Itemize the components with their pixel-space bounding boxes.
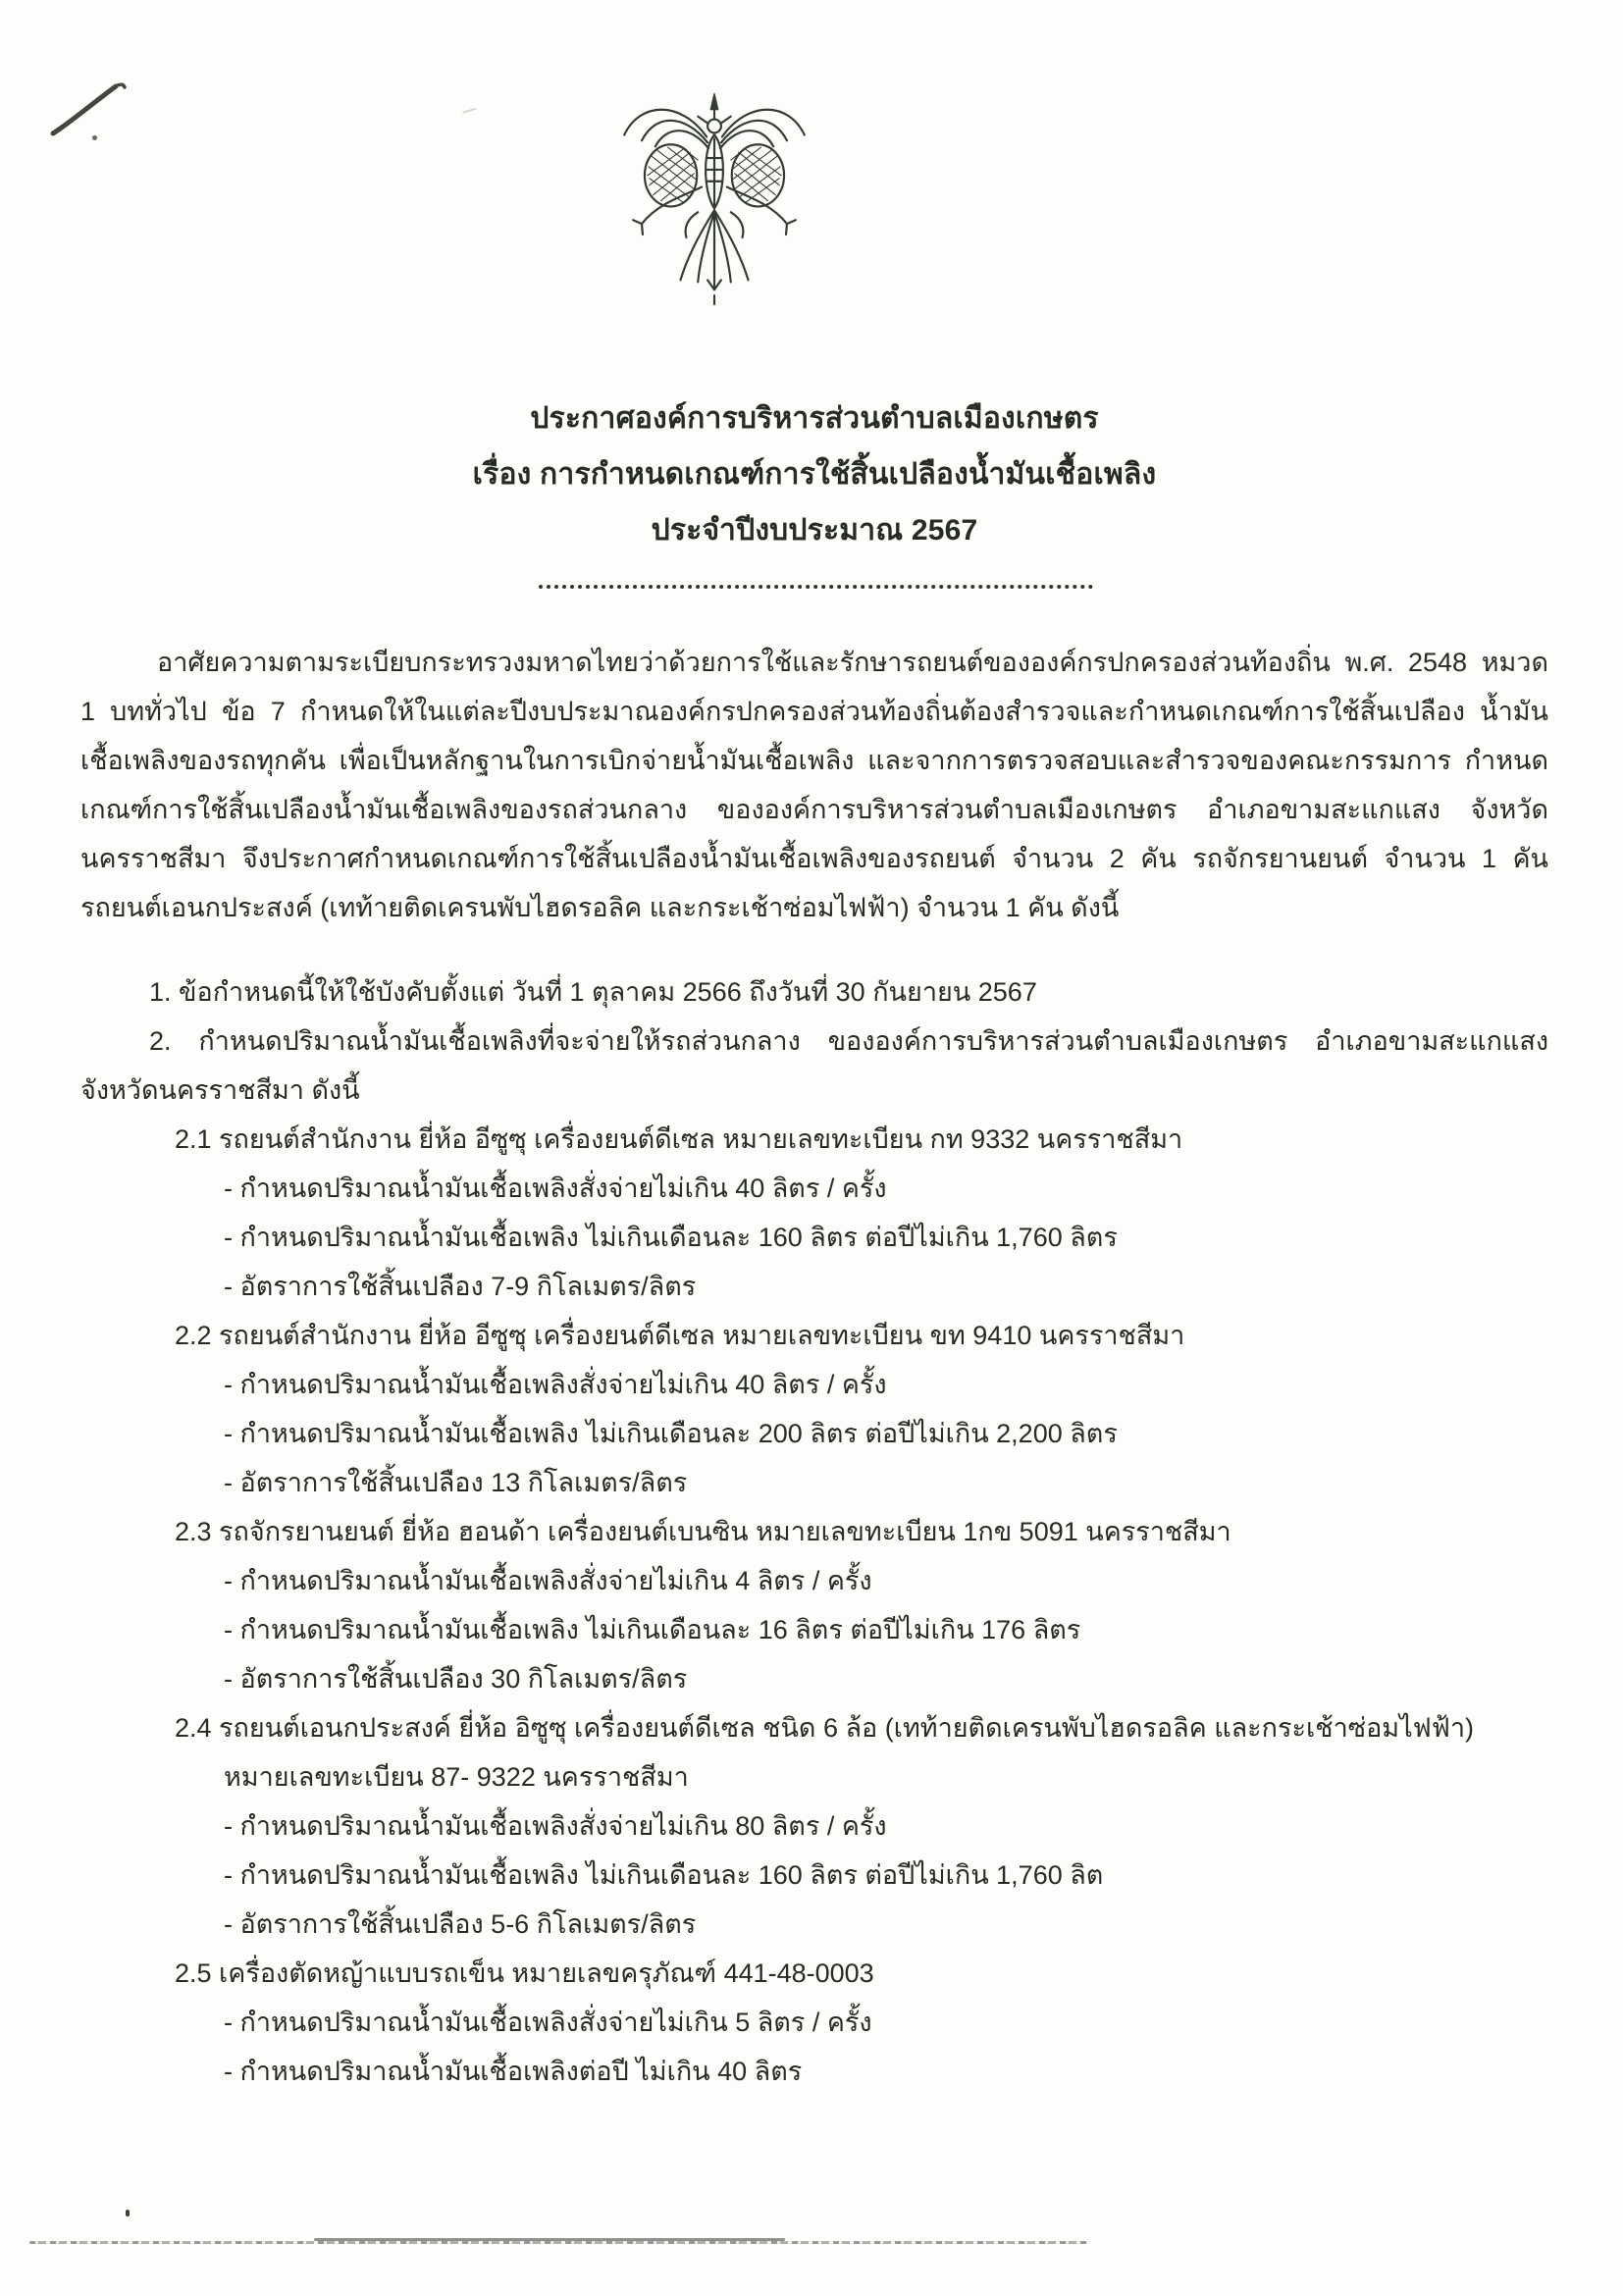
vehicle-heading: 2.1 รถยนต์สำนักงาน ยี่ห้อ อีซูซุ เครื่องยนต์ดีเซล หมายเลขทะเบียน กท 9332 นครราชสีมา bbox=[175, 1124, 1183, 1154]
vehicle-detail-line: - กำหนดปริมาณน้ำมันเชื้อเพลิงสั่งจ่ายไม่เกิน 4 ลิตร / ครั้ง bbox=[224, 1566, 872, 1595]
vehicle-item-2-3 bbox=[80, 1507, 1548, 1703]
title-line-3: ประจำปีงบประมาณ 2567 bbox=[651, 514, 978, 547]
dotted-divider bbox=[539, 585, 1093, 589]
vehicle-detail-line: - กำหนดปริมาณน้ำมันเชื้อเพลิง ไม่เกินเดือนละ 200 ลิตร ต่อปีไม่เกิน 2,200 ลิตร bbox=[224, 1419, 1118, 1448]
intro-paragraph: อาศัยความตามระเบียบกระทรวงมหาดไทยว่าด้วยการใช้และรักษารถยนต์ขององค์กรปกครองส่วนท้องถิ่น พ.ศ. 2548 หมวด 1 บททั่วไป ข้อ 7 กำหนดให้ในแต่ละปีงบประมาณองค์กรปกครองส่วนท้องถิ่นต้องสำรวจและกำหนดเกณฑ์การใช้สิ้นเปลือง น้ำมันเชื้อเพลิงของรถทุกคัน เพื่อเป็นหลักฐานในการเบิกจ่ายน้ำมันเชื้อเพลิง และจากการตรวจสอบและสำรวจของคณะกรรมการ กำหนดเกณฑ์การใช้สิ้นเปลืองน้ำมันเชื้อเพลิงของรถส่วนกลาง ขององค์การบริหารส่วนตำบลเมืองเกษตร อำเภอขามสะแกแสง จังหวัดนครราชสีมา จึงประกาศกำหนดเกณฑ์การใช้สิ้นเปลืองน้ำมันเชื้อเพลิงของรถยนต์ จำนวน 2 คัน รถจักรยานยนต์ จำนวน 1 คัน รถยนต์เอนกประสงค์ (เทท้ายติดเครนพับไฮดรอลิค และกระเช้าซ่อมไฟฟ้า) จำนวน 1 คัน ดังนี้ bbox=[80, 648, 1548, 922]
title-line-2: เรื่อง การกำหนดเกณฑ์การใช้สิ้นเปลืองน้ำมันเชื้อเพลิง bbox=[472, 458, 1157, 491]
vehicle-detail-line: - กำหนดปริมาณน้ำมันเชื้อเพลิงสั่งจ่ายไม่เกิน 40 ลิตร / ครั้ง bbox=[224, 1370, 887, 1399]
vehicle-item-2-4 bbox=[80, 1703, 1548, 1949]
vehicle-heading: 2.5 เครื่องตัดหญ้าแบบรถเข็น หมายเลขครุภัณฑ์ 441-48-0003 bbox=[175, 1958, 874, 1988]
faint-speck bbox=[460, 100, 476, 114]
vehicle-detail-line: - กำหนดปริมาณน้ำมันเชื้อเพลิงสั่งจ่ายไม่เกิน 5 ลิตร / ครั้ง bbox=[224, 2008, 872, 2037]
pen-stroke-mark bbox=[47, 77, 130, 146]
scan-artifact-line bbox=[314, 2238, 785, 2241]
vehicle-detail-line: - กำหนดปริมาณน้ำมันเชื้อเพลิงต่อปี ไม่เกิน 40 ลิตร bbox=[224, 2057, 803, 2086]
title-line-1: ประกาศองค์การบริหารส่วนตำบลเมืองเกษตร bbox=[530, 402, 1099, 435]
vehicle-item-2-5 bbox=[80, 1949, 1548, 2096]
vehicle-detail-line: - อัตราการใช้สิ้นเปลือง 7-9 กิโลเมตร/ลิตร bbox=[224, 1272, 697, 1301]
clause-2: 2. กำหนดปริมาณน้ำมันเชื้อเพลิงที่จะจ่ายให้รถส่วนกลาง ขององค์การบริหารส่วนตำบลเมืองเกษตร อำเภอขามสะแกแสง จังหวัดนครราชสีมา ดังนี้ bbox=[80, 1026, 1548, 1105]
vehicle-detail-line: - อัตราการใช้สิ้นเปลือง 13 กิโลเมตร/ลิตร bbox=[224, 1468, 688, 1497]
vehicle-item-2-2 bbox=[80, 1311, 1548, 1507]
vehicle-detail-line: - กำหนดปริมาณน้ำมันเชื้อเพลิงสั่งจ่ายไม่เกิน 80 ลิตร / ครั้ง bbox=[224, 1811, 887, 1841]
ink-dot bbox=[126, 2210, 130, 2217]
ink-dot bbox=[92, 135, 97, 140]
vehicle-heading: 2.3 รถจักรยานยนต์ ยี่ห้อ ฮอนด้า เครื่องยนต์เบนซิน หมายเลขทะเบียน 1กข 5091 นครราชสีมา bbox=[175, 1517, 1231, 1546]
vehicle-detail-line: - กำหนดปริมาณน้ำมันเชื้อเพลิง ไม่เกินเดือนละ 160 ลิตร ต่อปีไม่เกิน 1,760 ลิต bbox=[224, 1860, 1104, 1890]
vehicle-detail-line: - กำหนดปริมาณน้ำมันเชื้อเพลิงสั่งจ่ายไม่เกิน 40 ลิตร / ครั้ง bbox=[224, 1174, 887, 1203]
document-body bbox=[80, 638, 1548, 2096]
vehicle-detail-line: - อัตราการใช้สิ้นเปลือง 30 กิโลเมตร/ลิตร bbox=[224, 1664, 688, 1694]
vehicle-item-2-1 bbox=[80, 1115, 1548, 1311]
scan-artifact-line bbox=[29, 2241, 1087, 2244]
vehicle-heading: 2.4 รถยนต์เอนกประสงค์ ยี่ห้อ อิซูซุ เครื่องยนต์ดีเซล ชนิด 6 ล้อ (เทท้ายติดเครนพับไฮดรอลิค และกระเช้าซ่อมไฟฟ้า) หมายเลขทะเบียน 87- 9322 นครราชสีมา bbox=[175, 1713, 1475, 1792]
vehicle-detail-line: - กำหนดปริมาณน้ำมันเชื้อเพลิง ไม่เกินเดือนละ 160 ลิตร ต่อปีไม่เกิน 1,760 ลิตร bbox=[224, 1223, 1118, 1252]
vehicle-detail-line: - กำหนดปริมาณน้ำมันเชื้อเพลิง ไม่เกินเดือนละ 16 ลิตร ต่อปีไม่เกิน 176 ลิตร bbox=[224, 1615, 1081, 1644]
document-title-block bbox=[80, 391, 1548, 558]
vehicle-heading: 2.2 รถยนต์สำนักงาน ยี่ห้อ อีซูซุ เครื่องยนต์ดีเซล หมายเลขทะเบียน ขท 9410 นครราชสีมา bbox=[175, 1321, 1185, 1350]
clause-1: 1. ข้อกำหนดนี้ให้ใช้บังคับตั้งแต่ วันที่ 1 ตุลาคม 2566 ถึงวันที่ 30 กันยายน 2567 bbox=[149, 977, 1037, 1007]
garuda-emblem-icon bbox=[610, 90, 818, 308]
vehicle-detail-line: - อัตราการใช้สิ้นเปลือง 5-6 กิโลเมตร/ลิตร bbox=[224, 1909, 697, 1939]
